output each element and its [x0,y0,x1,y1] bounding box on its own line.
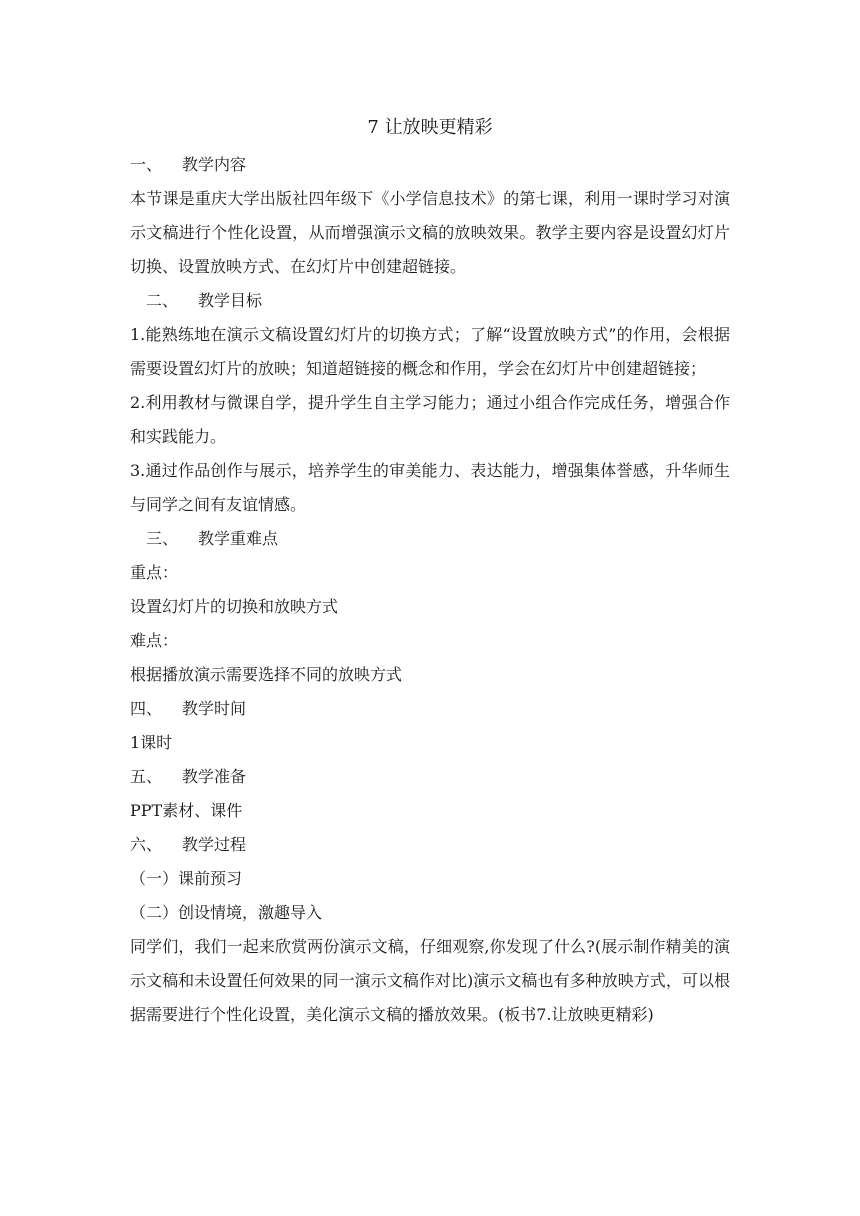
objective-item: 3.通过作品创作与展示，培养学生的审美能力、表达能力，增强集体誉感，升华师生与同学之间有友谊情感。 [130,461,730,514]
section-heading-time [130,692,730,726]
section-heading-key-points [130,522,730,556]
section-number: 一、 [130,155,163,174]
section-label: 教学准备 [182,767,247,786]
section-number: 五、 [130,767,163,786]
difficulty-text: 根据播放演示需要选择不同的放映方式 [130,665,403,684]
section-number: 三、 [146,529,179,548]
section-number: 四、 [130,699,163,718]
document-page [130,108,730,1032]
section-label: 教学时间 [182,699,247,718]
process-paragraph: 同学们，我们一起来欣赏两份演示文稿，仔细观察,你发现了什么?(展示制作精美的演示文稿和未设置任何效果的同一演示文稿作对比)演示文稿也有多种放映方式，可以根据需要进行个性化设置，美化演示文稿的播放效果。(板书7.让放映更精彩) [130,937,730,1024]
section-label: 教学内容 [182,155,247,174]
preparation-text: PPT素材、课件 [130,801,243,820]
section-heading-preparation [130,760,730,794]
objective-item: 1.能熟练地在演示文稿设置幻灯片的切换方式；了解“设置放映方式”的作用，会根据需要设置幻灯片的放映；知道超链接的概念和作用，学会在幻灯片中创建超链接； [130,325,730,378]
section-label: 教学重难点 [198,529,279,548]
section-heading-content [130,148,730,182]
section-label: 教学过程 [182,835,247,854]
time-text: 1课时 [130,733,173,752]
section-number: 二、 [146,291,179,310]
content-paragraph: 本节课是重庆大学出版社四年级下《小学信息技术》的第七课，利用一课时学习对演示文稿进行个性化设置，从而增强演示文稿的放映效果。教学主要内容是设置幻灯片切换、设置放映方式、在幻灯片中创建超链接。 [130,189,730,276]
process-subheading: （一）课前预习 [130,869,243,888]
document-title: 7 让放映更精彩 [367,117,493,138]
key-point-label: 重点： [130,563,179,582]
section-heading-objectives [130,284,730,318]
key-point-text: 设置幻灯片的切换和放映方式 [130,597,339,616]
section-number: 六、 [130,835,163,854]
difficulty-label: 难点： [130,631,179,650]
section-heading-process [130,828,730,862]
process-subheading: （二）创设情境，激趣导入 [130,903,323,922]
section-label: 教学目标 [198,291,263,310]
objective-item: 2.利用教材与微课自学，提升学生自主学习能力；通过小组合作完成任务，增强合作和实践能力。 [130,393,730,446]
